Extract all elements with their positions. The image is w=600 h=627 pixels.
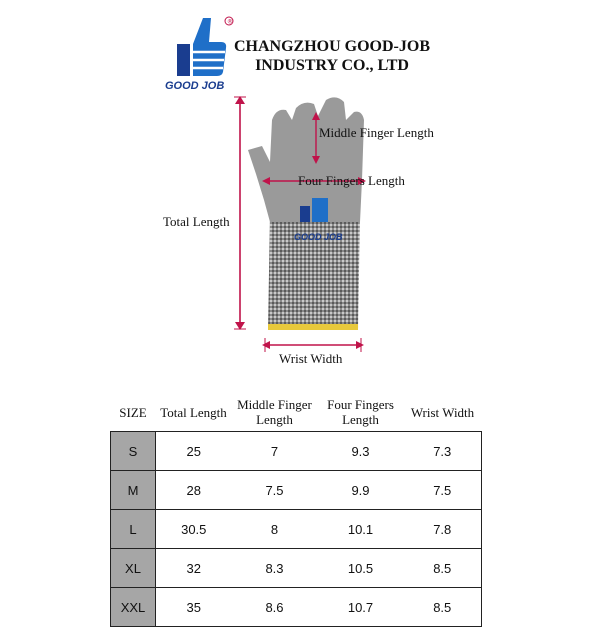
header — [0, 0, 600, 95]
size-table — [110, 393, 482, 627]
middle-finger-label: Middle Finger Length — [319, 125, 434, 140]
company-name — [232, 37, 432, 75]
registered-mark: ® — [227, 18, 233, 26]
four-fingers-cell: 9.3 — [318, 432, 404, 471]
middle-finger-cell: 8.3 — [232, 549, 318, 588]
logo-text: GOOD JOB — [165, 80, 225, 92]
wrist-width-cell: 8.5 — [404, 549, 482, 588]
table-row — [111, 588, 482, 627]
company-line-2: INDUSTRY CO., LTD — [255, 57, 409, 74]
total-length-label: Total Length — [163, 214, 230, 229]
total-length-cell: 30.5 — [156, 510, 232, 549]
size-chart — [110, 393, 490, 627]
middle-finger-cell: 7 — [232, 432, 318, 471]
header-middle-finger-length: Middle Finger Length — [237, 397, 312, 427]
four-fingers-cell: 10.1 — [318, 510, 404, 549]
wrist-width-label: Wrist Width — [279, 351, 343, 366]
total-length-cell: 32 — [156, 549, 232, 588]
table-row — [111, 549, 482, 588]
total-length-arrow — [234, 96, 246, 330]
wrist-width-cell: 7.3 — [404, 432, 482, 471]
glove-diagram — [0, 90, 600, 380]
table-row — [111, 471, 482, 510]
wrist-width-arrow — [262, 338, 364, 352]
total-length-cell: 25 — [156, 432, 232, 471]
size-cell: M — [111, 471, 156, 510]
size-cell: L — [111, 510, 156, 549]
wrist-width-cell: 7.5 — [404, 471, 482, 510]
header-wrist-width: Wrist Width — [410, 404, 475, 420]
size-cell: XXL — [111, 588, 156, 627]
header-total-length: Total Length — [160, 404, 227, 420]
size-cell: XL — [111, 549, 156, 588]
header-size: SIZE — [119, 404, 147, 420]
company-logo — [163, 12, 241, 92]
table-row — [111, 432, 482, 471]
company-line-1: CHANGZHOU GOOD-JOB — [233, 38, 430, 55]
table-header-row — [111, 393, 482, 432]
middle-finger-cell: 8 — [232, 510, 318, 549]
total-length-cell: 28 — [156, 471, 232, 510]
total-length-cell: 35 — [156, 588, 232, 627]
thumbs-up-icon — [177, 17, 233, 76]
four-fingers-cell: 10.7 — [318, 588, 404, 627]
four-fingers-cell: 10.5 — [318, 549, 404, 588]
header-four-fingers-length: Four Fingers Length — [327, 397, 394, 427]
wrist-width-cell: 7.8 — [404, 510, 482, 549]
four-fingers-label: Four Fingers Length — [298, 173, 405, 188]
wrist-width-cell: 8.5 — [404, 588, 482, 627]
middle-finger-cell: 8.6 — [232, 588, 318, 627]
middle-finger-cell: 7.5 — [232, 471, 318, 510]
table-row — [111, 510, 482, 549]
glove-logo-text: GOOD JOB — [294, 232, 343, 242]
four-fingers-cell: 9.9 — [318, 471, 404, 510]
size-cell: S — [111, 432, 156, 471]
